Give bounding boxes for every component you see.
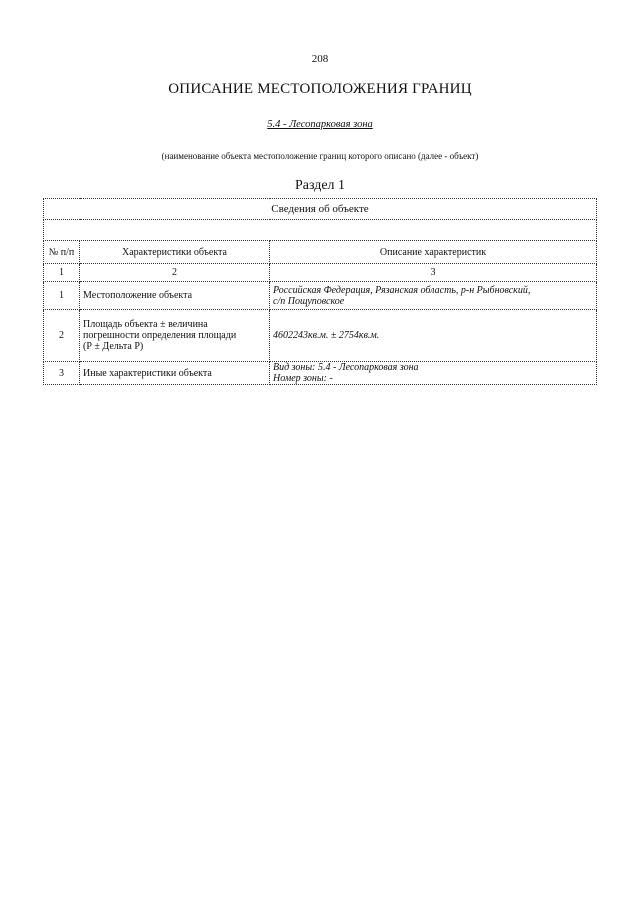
description-line: с/п Пощуповское bbox=[273, 295, 345, 307]
table-column-header-row bbox=[44, 241, 597, 264]
row-characteristic bbox=[80, 310, 270, 362]
column-number-2: 2 bbox=[80, 264, 270, 282]
document-title: ОПИСАНИЕ МЕСТОПОЛОЖЕНИЯ ГРАНИЦ bbox=[168, 81, 472, 97]
section-title: Раздел 1 bbox=[294, 178, 346, 193]
characteristic-line: Иные характеристики объекта bbox=[83, 367, 212, 379]
description-line: 4602243кв.м. ± 2754кв.м. bbox=[273, 330, 380, 341]
characteristic-line: Местоположение объекта bbox=[83, 290, 193, 301]
zone-name-text: 5.4 - Лесопарковая зона bbox=[267, 119, 373, 130]
row-number: 2 bbox=[44, 310, 80, 362]
row-description bbox=[270, 362, 597, 385]
column-number-1: 1 bbox=[44, 264, 80, 282]
table-row bbox=[44, 362, 597, 385]
description-line: Вид зоны: 5.4 - Лесопарковая зона bbox=[273, 362, 419, 373]
column-number-3: 3 bbox=[270, 264, 597, 282]
table-row bbox=[44, 282, 597, 310]
column-header-number: № п/п bbox=[44, 241, 80, 264]
column-header-description: Описание характеристик bbox=[270, 241, 597, 264]
table-header-row bbox=[44, 199, 597, 220]
row-characteristic bbox=[80, 282, 270, 310]
table-header: Сведения об объекте bbox=[44, 199, 597, 220]
page-number: 208 bbox=[311, 53, 329, 65]
description-line: Российская Федерация, Рязанская область, р-н Рыбновский, bbox=[273, 284, 531, 296]
row-characteristic bbox=[80, 362, 270, 385]
description-line: Номер зоны: - bbox=[273, 373, 333, 384]
row-description bbox=[270, 282, 597, 310]
row-number: 3 bbox=[44, 362, 80, 385]
column-header-characteristic: Характеристики объекта bbox=[80, 241, 270, 264]
table-column-number-row bbox=[44, 264, 597, 282]
object-caption: (наименование объекта местоположение границ которого описано (далее - объект) bbox=[161, 151, 479, 161]
table-empty-row bbox=[44, 220, 597, 241]
characteristic-line: Площадь объекта ± величина bbox=[83, 319, 208, 330]
characteristic-line: (Р ± Дельта Р) bbox=[83, 341, 144, 352]
row-number: 1 bbox=[44, 282, 80, 310]
table-row bbox=[44, 310, 597, 362]
characteristic-line: погрешности определения площади bbox=[83, 330, 237, 341]
row-description bbox=[270, 310, 597, 362]
table-empty-cell bbox=[44, 220, 597, 241]
object-info-table bbox=[43, 198, 597, 385]
zone-name bbox=[0, 119, 640, 130]
